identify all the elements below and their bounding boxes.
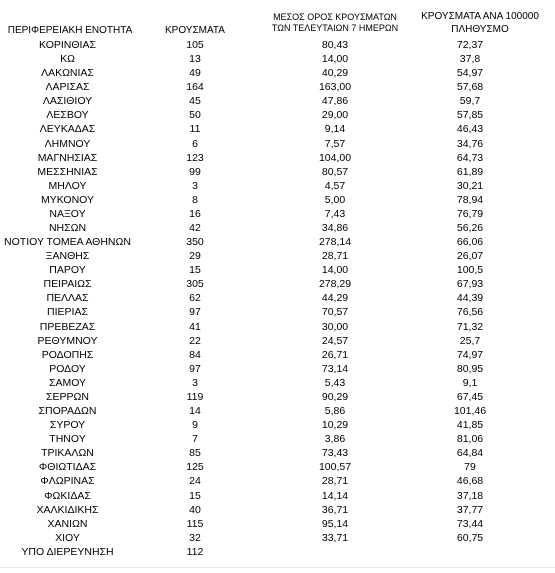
table-row [0, 446, 555, 460]
cell-cases-per-100000: 101,46 [453, 405, 487, 418]
cell-cases: 45 [189, 95, 201, 108]
cell-cases: 85 [189, 447, 201, 460]
cell-seven-day-average: 40,29 [321, 67, 349, 80]
table-row [0, 460, 555, 474]
cell-cases-per-100000: 54,97 [456, 67, 484, 80]
cell-region: ΣΥΡΟΥ [49, 419, 86, 432]
cell-seven-day-average: 26,71 [321, 348, 349, 361]
cell-cases-per-100000: 72,37 [456, 39, 484, 51]
cell-cases: 125 [186, 461, 204, 474]
cell-region: ΡΟΔΟΠΗΣ [41, 348, 94, 361]
cell-cases: 164 [186, 81, 204, 94]
cell-seven-day-average: 3,86 [324, 433, 346, 446]
cell-cases: 14 [189, 405, 201, 418]
cell-seven-day-average: 7,57 [324, 137, 346, 150]
table-row [0, 38, 555, 52]
cell-seven-day-average: 9,14 [324, 123, 346, 136]
cell-cases: 11 [189, 123, 201, 136]
table-row [0, 334, 555, 348]
cell-cases-per-100000: 56,26 [456, 222, 484, 235]
header-seven-day-average [265, 12, 405, 34]
cell-seven-day-average: 95,14 [321, 517, 349, 530]
cell-seven-day-average: 70,57 [321, 306, 349, 319]
table-row [0, 376, 555, 390]
cell-cases-per-100000: 67,45 [456, 390, 484, 403]
cell-region: ΠΙΕΡΙΑΣ [47, 306, 88, 319]
cell-cases: 50 [189, 109, 201, 122]
table-row [0, 80, 555, 94]
bottom-divider [0, 567, 555, 568]
cell-seven-day-average: 33,71 [321, 531, 349, 544]
cell-region: ΝΑΞΟΥ [49, 207, 86, 220]
cell-cases-per-100000: 57,85 [456, 109, 484, 122]
cell-cases: 7 [192, 433, 198, 446]
cell-region: ΠΡΕΒΕΖΑΣ [39, 320, 96, 333]
cell-seven-day-average: 163,00 [318, 81, 352, 94]
cell-seven-day-average: 278,14 [318, 236, 352, 249]
table-row [0, 531, 555, 545]
cell-seven-day-average: 90,29 [321, 390, 349, 403]
table-row [0, 503, 555, 517]
cell-cases: 84 [189, 348, 201, 361]
cell-region: ΡΟΔΟΥ [49, 362, 86, 375]
cell-cases: 40 [189, 503, 201, 516]
cell-cases-per-100000: 46,43 [456, 123, 484, 136]
cell-region: ΚΟΡΙΝΘΙΑΣ [39, 39, 96, 51]
table-row [0, 165, 555, 179]
table-row [0, 404, 555, 418]
cell-region: ΛΑΚΩΝΙΑΣ [41, 67, 94, 80]
cell-seven-day-average: 14,00 [321, 53, 349, 66]
header-per-line2: ΠΛΗΘΥΣΜΟ [451, 24, 509, 35]
cell-region: ΜΑΓΝΗΣΙΑΣ [37, 151, 98, 164]
table-row [0, 108, 555, 122]
cell-cases-per-100000: 73,44 [456, 517, 484, 530]
table-row [0, 362, 555, 376]
cell-cases: 42 [189, 222, 201, 235]
cell-cases: 305 [186, 278, 204, 291]
table-row [0, 221, 555, 235]
table-row [0, 137, 555, 151]
cell-cases-per-100000: 44,39 [456, 292, 484, 305]
cell-region: ΦΛΩΡΙΝΑΣ [40, 475, 95, 488]
cell-seven-day-average: 28,71 [321, 475, 349, 488]
cell-seven-day-average: 5,00 [324, 193, 346, 206]
cell-seven-day-average: 44,29 [321, 292, 349, 305]
table-row [0, 320, 555, 334]
cell-cases: 3 [192, 179, 198, 192]
header-avg-line1: ΜΕΣΟΣ ΟΡΟΣ ΚΡΟΥΣΜΑΤΩΝ [273, 12, 397, 22]
cell-seven-day-average: 104,00 [318, 151, 352, 164]
cell-region: ΛΕΣΒΟΥ [46, 109, 89, 122]
cell-cases: 49 [189, 67, 201, 80]
cell-seven-day-average: 14,14 [321, 489, 349, 502]
cell-cases-per-100000: 37,18 [456, 489, 484, 502]
table-row [0, 235, 555, 249]
cell-region: ΜΕΣΣΗΝΙΑΣ [37, 165, 98, 178]
table-row [0, 545, 555, 559]
cell-region: ΦΩΚΙΔΑΣ [44, 489, 91, 502]
cell-region: ΛΑΡΙΣΑΣ [45, 81, 90, 94]
cell-region: ΞΑΝΘΗΣ [45, 250, 90, 263]
cell-cases: 62 [189, 292, 201, 305]
cell-cases-per-100000: 67,93 [456, 278, 484, 291]
cell-cases-per-100000: 46,68 [456, 475, 484, 488]
table-row [0, 94, 555, 108]
cell-cases: 41 [189, 320, 201, 333]
cell-seven-day-average: 34,86 [321, 222, 349, 235]
cell-seven-day-average: 80,57 [321, 165, 349, 178]
cell-region: ΣΕΡΡΩΝ [46, 390, 89, 403]
header-cases-per-100000 [405, 10, 555, 36]
cell-region: ΣΠΟΡΑΔΩΝ [38, 405, 97, 418]
cell-cases-per-100000: 59,7 [459, 95, 481, 108]
cell-cases-per-100000: 37,8 [459, 53, 481, 66]
cell-seven-day-average: 36,71 [321, 503, 349, 516]
cell-region: ΤΡΙΚΑΛΩΝ [41, 447, 94, 460]
table-row [0, 305, 555, 319]
cell-region: ΜΗΛΟΥ [48, 179, 87, 192]
cell-cases: 24 [189, 475, 201, 488]
cell-cases-per-100000: 78,94 [456, 193, 484, 206]
cell-cases-per-100000: 34,76 [456, 137, 484, 150]
table-row [0, 418, 555, 432]
cell-region: ΦΘΙΩΤΙΔΑΣ [38, 461, 97, 474]
cell-region: ΝΟΤΙΟΥ ΤΟΜΕΑ ΑΘΗΝΩΝ [4, 236, 131, 249]
cell-region: ΛΗΜΝΟΥ [44, 137, 91, 150]
cell-seven-day-average: 278,29 [318, 278, 352, 291]
cell-seven-day-average: 73,43 [321, 447, 349, 460]
table-row [0, 474, 555, 488]
cell-cases-per-100000: 74,97 [456, 348, 484, 361]
cell-seven-day-average: 73,14 [321, 362, 349, 375]
cell-cases-per-100000: 37,77 [456, 503, 484, 516]
cell-seven-day-average: 10,29 [321, 419, 349, 432]
table-row [0, 291, 555, 305]
cell-cases-per-100000: 76,79 [456, 207, 484, 220]
table-row [0, 517, 555, 531]
cell-cases: 6 [192, 137, 198, 150]
cell-region: ΥΠΟ ΔΙΕΡΕΥΝΗΣΗ [21, 545, 114, 558]
cell-region: ΜΥΚΟΝΟΥ [40, 193, 94, 206]
cell-cases: 16 [189, 207, 201, 220]
cell-seven-day-average: 30,00 [321, 320, 349, 333]
cell-cases: 115 [186, 517, 204, 530]
table-row [0, 249, 555, 263]
cell-seven-day-average: 5,86 [324, 405, 346, 418]
cell-region: ΝΗΣΩΝ [48, 222, 87, 235]
cell-cases-per-100000: 30,21 [456, 179, 484, 192]
header-region: ΠΕΡΙΦΕΡΕΙΑΚΗ ΕΝΟΤΗΤΑ [7, 25, 133, 36]
table-row [0, 348, 555, 362]
table-row [0, 122, 555, 136]
cell-cases-per-100000: 81,06 [456, 433, 484, 446]
cell-seven-day-average: 80,43 [321, 39, 349, 51]
cell-seven-day-average: 29,00 [321, 109, 349, 122]
header-per-line1: ΚΡΟΥΣΜΑΤΑ ΑΝΑ 100000 [421, 11, 539, 22]
cell-cases: 119 [186, 390, 204, 403]
cell-cases-per-100000: 66,06 [456, 236, 484, 249]
table-row [0, 179, 555, 193]
table-row [0, 66, 555, 80]
table-row [0, 151, 555, 165]
header-cases: ΚΡΟΥΣΜΑΤΑ [165, 25, 225, 36]
table-row [0, 390, 555, 404]
table-row [0, 277, 555, 291]
cell-region: ΡΕΘΥΜΝΟΥ [37, 334, 98, 347]
cell-cases: 97 [189, 362, 201, 375]
cell-cases-per-100000: 79 [464, 461, 476, 474]
cell-seven-day-average: 7,43 [324, 207, 346, 220]
cell-cases: 99 [189, 165, 201, 178]
cell-seven-day-average: 24,57 [321, 334, 349, 347]
cell-region: ΤΗΝΟΥ [49, 433, 86, 446]
cell-region: ΠΕΙΡΑΙΩΣ [43, 278, 92, 291]
cell-cases: 3 [192, 376, 198, 389]
table-row [0, 52, 555, 66]
cell-cases: 8 [192, 193, 198, 206]
cell-region: ΠΑΡΟΥ [49, 264, 86, 277]
table-row [0, 432, 555, 446]
cell-region: ΠΕΛΛΑΣ [46, 292, 89, 305]
cell-cases-per-100000: 9,1 [462, 376, 478, 389]
cell-cases: 97 [189, 306, 201, 319]
table-row [0, 489, 555, 503]
cell-cases: 15 [189, 264, 201, 277]
cell-cases: 29 [189, 250, 201, 263]
cell-cases-per-100000: 60,75 [456, 531, 484, 544]
cell-region: ΧΙΟΥ [55, 531, 80, 544]
cell-cases-per-100000: 57,68 [456, 81, 484, 94]
cell-cases: 112 [186, 545, 204, 558]
cell-region: ΛΑΣΙΘΙΟΥ [42, 95, 93, 108]
cell-cases-per-100000: 80,95 [456, 362, 484, 375]
cell-cases-per-100000: 61,89 [456, 165, 484, 178]
cell-cases: 123 [186, 151, 204, 164]
cell-cases: 32 [189, 531, 201, 544]
cell-cases: 9 [192, 419, 198, 432]
cell-cases-per-100000: 76,56 [456, 306, 484, 319]
cell-region: ΣΑΜΟΥ [48, 376, 87, 389]
table-body [0, 38, 555, 559]
cell-cases: 15 [189, 489, 201, 502]
table-row [0, 263, 555, 277]
cell-cases-per-100000: 100,5 [456, 264, 484, 277]
header-avg-line2: ΤΩΝ ΤΕΛΕΥΤΑΙΩΝ 7 ΗΜΕΡΩΝ [271, 23, 399, 33]
cell-seven-day-average: 5,43 [324, 376, 346, 389]
cell-seven-day-average: 14,00 [321, 264, 349, 277]
cell-seven-day-average: 100,57 [318, 461, 352, 474]
cell-cases-per-100000: 64,84 [456, 447, 484, 460]
cell-region: ΧΑΛΚΙΔΙΚΗΣ [36, 503, 99, 516]
cell-cases-per-100000: 71,32 [456, 320, 484, 333]
cell-seven-day-average: 4,57 [324, 179, 346, 192]
cell-region: ΛΕΥΚΑΔΑΣ [39, 123, 96, 136]
cell-cases: 350 [186, 236, 204, 249]
cell-cases-per-100000: 25,7 [459, 334, 481, 347]
cell-region: ΚΩ [60, 53, 75, 66]
cell-cases: 13 [189, 53, 201, 66]
cell-cases-per-100000: 41,85 [456, 419, 484, 432]
cell-cases: 22 [189, 334, 201, 347]
cell-region: ΧΑΝΙΩΝ [47, 517, 88, 530]
cell-cases-per-100000: 26,07 [456, 250, 484, 263]
cell-seven-day-average: 28,71 [321, 250, 349, 263]
cell-seven-day-average: 47,86 [321, 95, 349, 108]
cell-cases-per-100000: 64,73 [456, 151, 484, 164]
cell-cases: 105 [186, 39, 204, 51]
table-row [0, 193, 555, 207]
table-row [0, 207, 555, 221]
